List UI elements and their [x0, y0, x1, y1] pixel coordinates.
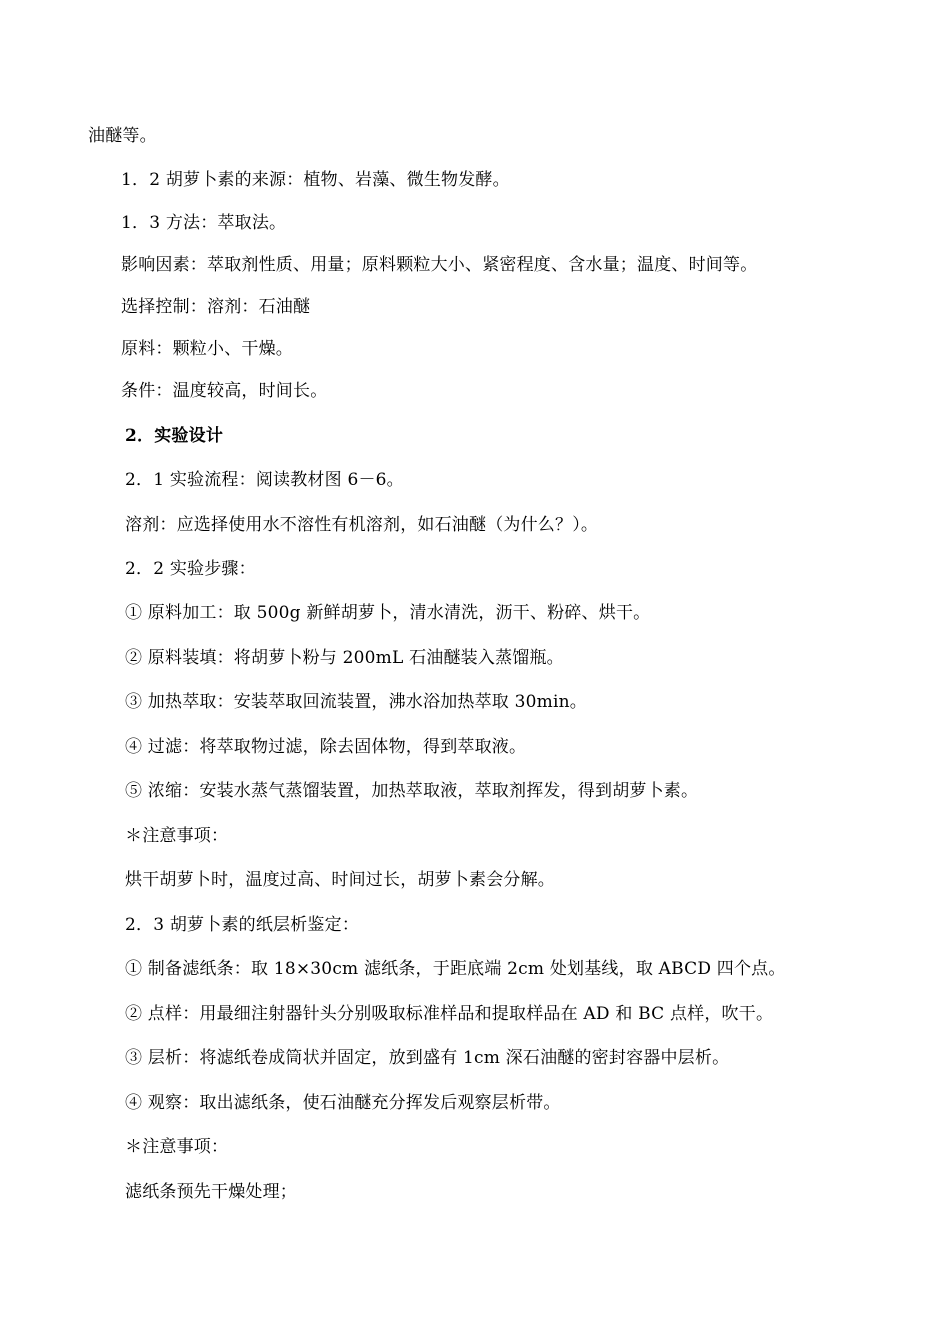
step-4: ④ 过滤：将萃取物过滤，除去固体物，得到萃取液。 — [125, 737, 527, 757]
section-heading-experiment-design: 2．实验设计 — [125, 426, 224, 446]
text-line-flow: 2．1 实验流程：阅读教材图 6－6。 — [125, 470, 404, 490]
subheading-chromatography: 2．3 胡萝卜素的纸层析鉴定： — [125, 915, 360, 935]
step-3: ③ 加热萃取：安装萃取回流装置，沸水浴加热萃取 30min。 — [125, 692, 587, 712]
note-heading-2: ＊注意事项： — [125, 1137, 229, 1157]
chrom-step-4: ④ 观察：取出滤纸条，使石油醚充分挥发后观察层析带。 — [125, 1093, 561, 1113]
text-line-continuation: 油醚等。 — [88, 126, 157, 146]
chrom-step-3: ③ 层析：将滤纸卷成筒状并固定，放到盛有 1cm 深石油醚的密封容器中层析。 — [125, 1048, 730, 1068]
text-line-solvent: 溶剂：应选择使用水不溶性有机溶剂，如石油醚（为什么？）。 — [125, 515, 599, 535]
note-text-1: 烘干胡萝卜时，温度过高、时间过长，胡萝卜素会分解。 — [125, 870, 555, 890]
text-line-source: 1．2 胡萝卜素的来源：植物、岩藻、微生物发酵。 — [121, 170, 510, 190]
chrom-step-2: ② 点样：用最细注射器针头分别吸取标准样品和提取样品在 AD 和 BC 点样，吹干。 — [125, 1004, 774, 1024]
text-line-conditions: 条件：温度较高，时间长。 — [121, 381, 328, 401]
text-line-factors: 影响因素：萃取剂性质、用量；原料颗粒大小、紧密程度、含水量；温度、时间等。 — [121, 255, 758, 275]
step-5: ⑤ 浓缩：安装水蒸气蒸馏装置，加热萃取液，萃取剂挥发，得到胡萝卜素。 — [125, 781, 699, 801]
chrom-step-1: ① 制备滤纸条：取 18×30cm 滤纸条，于距底端 2cm 处划基线，取 ABCD 四个点。 — [125, 959, 786, 979]
note-text-2: 滤纸条预先干燥处理； — [125, 1182, 297, 1202]
text-line-method: 1．3 方法：萃取法。 — [121, 213, 287, 233]
step-1: ① 原料加工：取 500g 新鲜胡萝卜，清水清洗，沥干、粉碎、烘干。 — [125, 603, 651, 623]
text-line-solvent-choice: 选择控制：溶剂：石油醚 — [121, 297, 311, 317]
subheading-steps: 2．2 实验步骤： — [125, 559, 256, 579]
step-2: ② 原料装填：将胡萝卜粉与 200mL 石油醚装入蒸馏瓶。 — [125, 648, 564, 668]
text-line-material: 原料：颗粒小、干燥。 — [121, 339, 293, 359]
note-heading-1: ＊注意事项： — [125, 826, 229, 846]
